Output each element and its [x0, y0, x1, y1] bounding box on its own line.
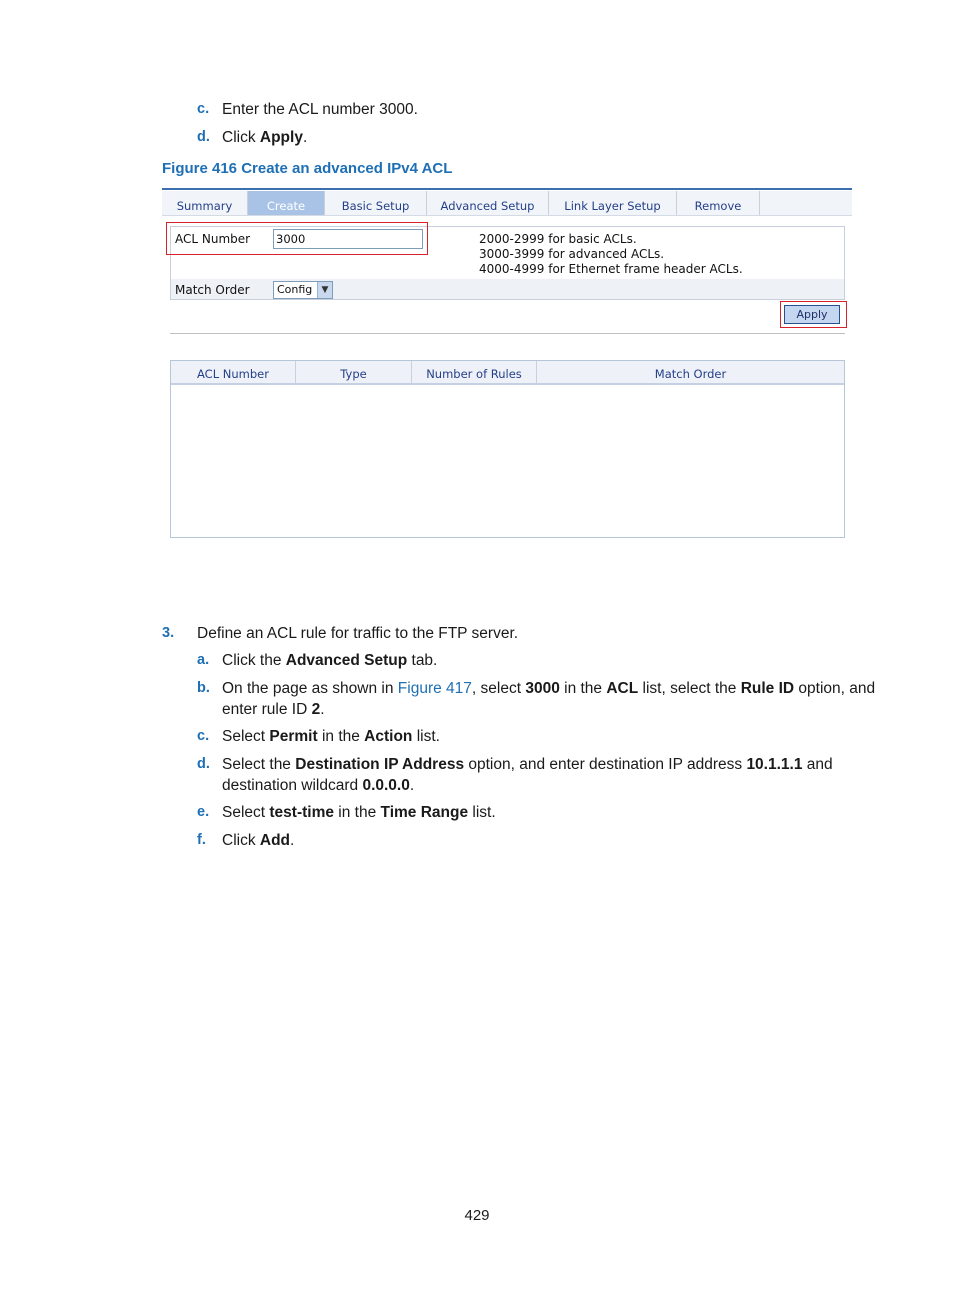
- highlight-acl-number: [166, 222, 428, 255]
- tab-bar-top-border: [162, 188, 852, 190]
- substep-e-text: Select test-time in the Time Range list.: [222, 804, 496, 821]
- substep-marker-b: b.: [197, 680, 210, 696]
- column-acl-number[interactable]: ACL Number: [171, 361, 296, 383]
- substep-marker-e: e.: [197, 804, 210, 820]
- step-3-text: Define an ACL rule for traffic to the FTP server.: [197, 625, 519, 642]
- divider: [170, 333, 845, 334]
- apply-button[interactable]: Apply: [784, 305, 840, 324]
- step-marker-d: d.: [197, 129, 210, 145]
- acl-number-input[interactable]: 3000: [273, 229, 423, 249]
- hint-basic: 2000-2999 for basic ACLs.: [479, 232, 637, 246]
- match-order-row: [171, 279, 844, 299]
- tab-basic-setup[interactable]: Basic Setup: [325, 191, 427, 215]
- match-order-select[interactable]: [273, 281, 333, 299]
- page-number: 429: [464, 1207, 490, 1224]
- match-order-label: Match Order: [175, 283, 250, 297]
- step-marker-c: c.: [197, 101, 210, 117]
- table-header: [171, 361, 844, 385]
- highlight-apply: [780, 301, 847, 328]
- match-order-value: Config: [277, 283, 313, 296]
- hint-ethernet: 4000-4999 for Ethernet frame header ACLs.: [479, 262, 743, 276]
- substep-b-line1: On the page as shown in Figure 417, select 3000 in the ACL list, select the Rule ID option, and: [222, 680, 876, 697]
- substep-marker-d: d.: [197, 756, 210, 772]
- tab-advanced-setup[interactable]: Advanced Setup: [427, 191, 549, 215]
- substep-d-line2: destination wildcard 0.0.0.0.: [222, 777, 415, 794]
- tab-summary[interactable]: Summary: [162, 191, 248, 215]
- substep-d-line1: Select the Destination IP Address option, and enter destination IP address 10.1.1.1 and: [222, 756, 833, 773]
- acl-list-table: [170, 360, 845, 538]
- step-d-text: Click Apply.: [222, 129, 308, 146]
- hint-advanced: 3000-3999 for advanced ACLs.: [479, 247, 665, 261]
- substep-a-text: Click the Advanced Setup tab.: [222, 652, 438, 669]
- column-number-of-rules[interactable]: Number of Rules: [412, 361, 537, 383]
- step-marker-3: 3.: [162, 625, 175, 641]
- step-c-text: Enter the ACL number 3000.: [222, 101, 418, 118]
- tab-remove[interactable]: Remove: [677, 191, 760, 215]
- substep-marker-c: c.: [197, 728, 210, 744]
- substep-marker-f: f.: [197, 832, 206, 848]
- substep-f-text: Click Add.: [222, 832, 295, 849]
- column-type[interactable]: Type: [296, 361, 412, 383]
- acl-create-screenshot: [162, 188, 852, 548]
- column-match-order[interactable]: Match Order: [654, 367, 727, 381]
- tab-bar: [162, 191, 852, 216]
- substep-c-text: Select Permit in the Action list.: [222, 728, 440, 745]
- chevron-down-icon[interactable]: ▼: [317, 282, 332, 298]
- figure-417-link[interactable]: Figure 417: [397, 680, 472, 697]
- tab-create[interactable]: Create: [248, 191, 325, 215]
- figure-caption: Figure 416 Create an advanced IPv4 ACL: [162, 160, 453, 177]
- tab-link-layer-setup[interactable]: Link Layer Setup: [549, 191, 677, 215]
- substep-marker-a: a.: [197, 652, 210, 668]
- substep-b-line2: enter rule ID 2.: [222, 701, 325, 718]
- acl-number-label: ACL Number: [175, 232, 251, 246]
